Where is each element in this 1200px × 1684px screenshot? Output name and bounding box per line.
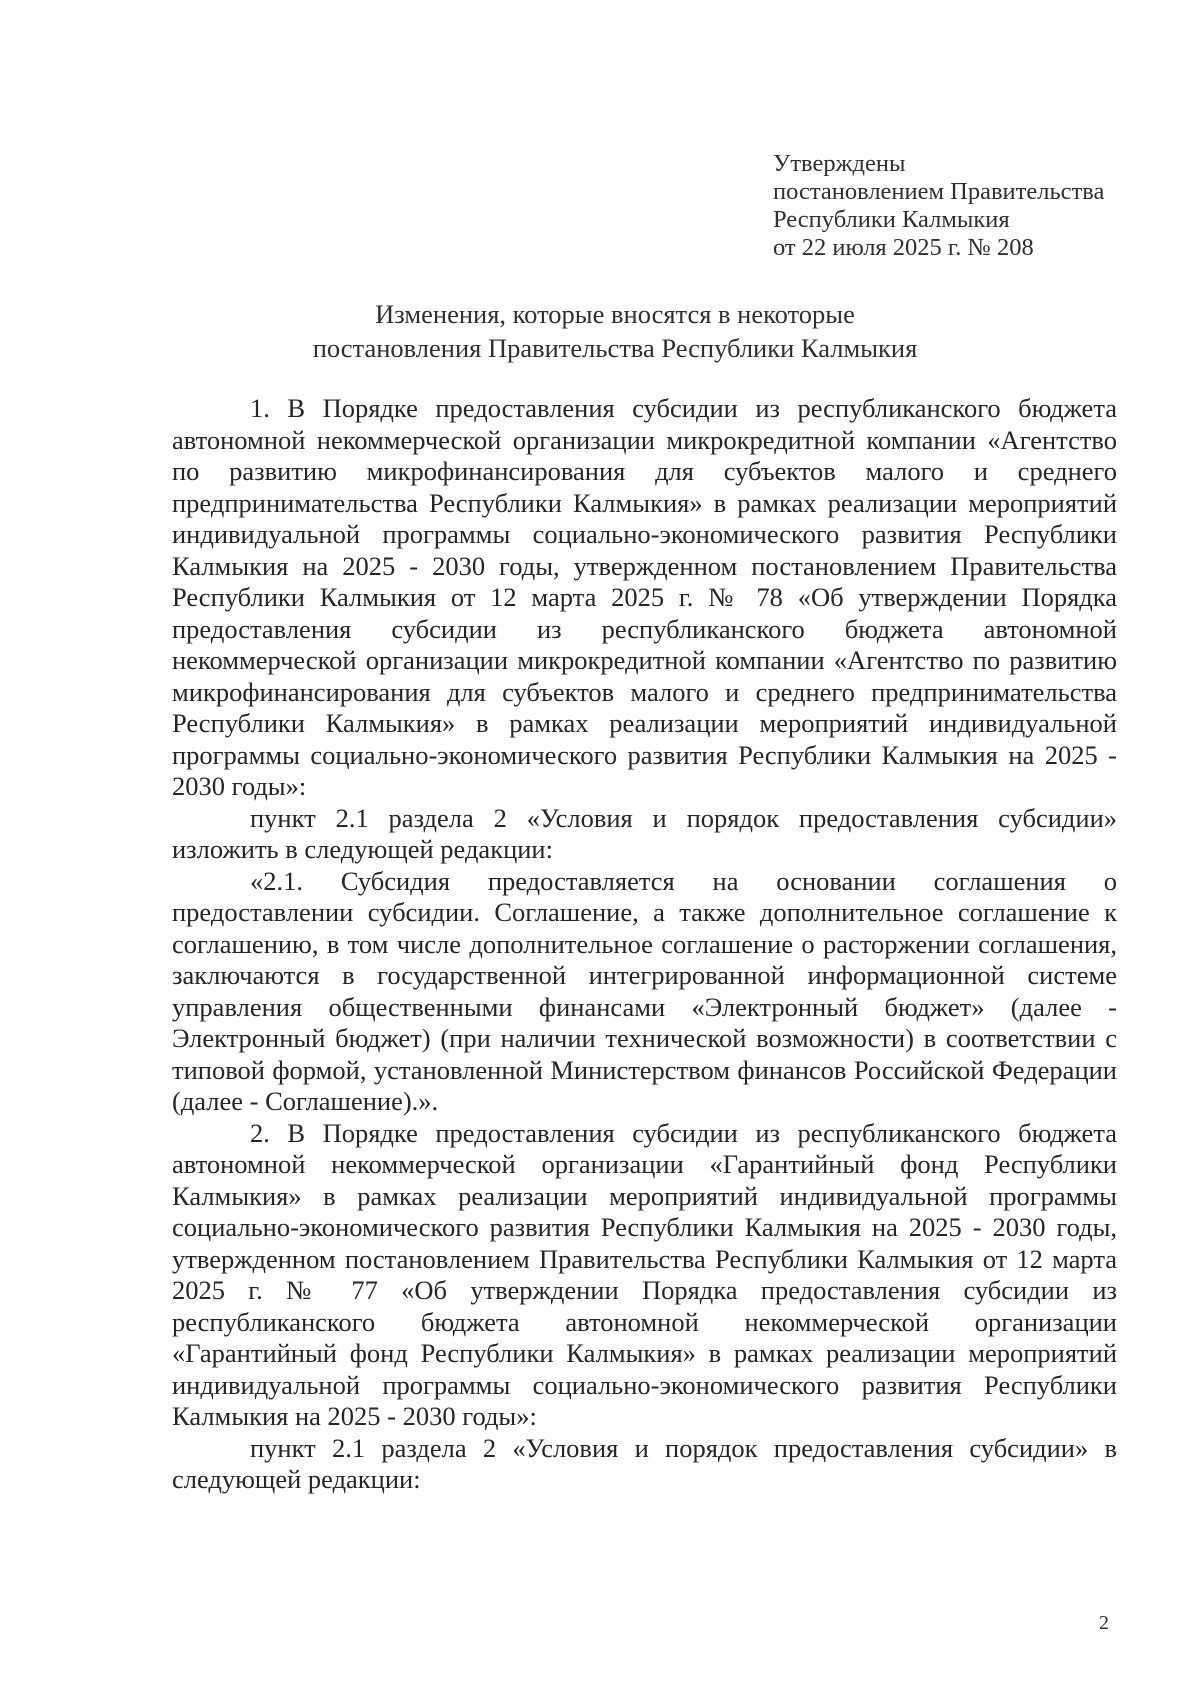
document-body	[172, 393, 1117, 1496]
approval-date-line: от 22 июля 2025 г. № 208	[773, 234, 1034, 261]
approval-line: Утверждены	[773, 150, 906, 177]
page-number: 2	[1099, 1612, 1109, 1634]
approval-line: Республики Калмыкия	[773, 206, 1010, 233]
paragraph-item-1: 1. В Порядке предоставления субсидии из республиканского бюджета автономной некоммерческой организации микрокредитной компании «Агентство по развитию микрофинансирования для субъектов малого и среднего предпринимательства Республики Калмыкия» в рамках реализации мероприятий индивидуальной программы социально-экономического развития Республики Калмыкия на 2025 - 2030 годы, утвержденном постановлением Правительства Республики Калмыкия от 12 марта 2025 г. № 78 «Об утверждении Порядка предоставления субсидии из республиканского бюджета автономной некоммерческой организации микрокредитной компании «Агентство по развитию микрофинансирования для субъектов малого и среднего предпринимательства Республики Калмыкия» в рамках реализации мероприятий индивидуальной программы социально-экономического развития Республики Калмыкия на 2025 - 2030 годы»:	[172, 393, 1117, 801]
paragraph-item-2: 2. В Порядке предоставления субсидии из республиканского бюджета автономной некоммерческой организации «Гарантийный фонд Республики Калмыкия» в рамках реализации мероприятий индивидуальной программы социально-экономического развития Республики Калмыкия на 2025 - 2030 годы, утвержденном постановлением Правительства Республики Калмыкия от 12 марта 2025 г. № 77 «Об утверждении Порядка предоставления субсидии из республиканского бюджета автономной некоммерческой организации «Гарантийный фонд Республики Калмыкия» в рамках реализации мероприятий индивидуальной программы социально-экономического развития Республики Калмыкия на 2025 - 2030 годы»:	[172, 1117, 1117, 1431]
approval-line: постановлением Правительства	[773, 178, 1105, 205]
title-line: постановления Правительства Республики Калмыкия	[312, 333, 918, 363]
title-line: Изменения, которые вносятся в некоторые	[375, 299, 855, 329]
approval-stamp-block	[773, 150, 1104, 262]
document-title	[0, 297, 1200, 365]
paragraph-quote: «2.1. Субсидия предоставляется на основании соглашения о предоставлении субсидии. Соглашение, а также дополнительное соглашение к соглашению, в том числе дополнительное соглашение о расторжении соглашения, заключаются в государственной интегрированной информационной системе управления общественными финансами «Электронный бюджет» (далее - Электронный бюджет) (при наличии технической возможности) в соответствии с типовой формой, установленной Министерством финансов Российской Федерации (далее - Соглашение).».	[172, 865, 1117, 1116]
paragraph-subpoint: пункт 2.1 раздела 2 «Условия и порядок предоставления субсидии» в следующей редакции:	[172, 1432, 1117, 1494]
paragraph-subpoint: пункт 2.1 раздела 2 «Условия и порядок предоставления субсидии» изложить в следующей редакции:	[172, 802, 1117, 864]
